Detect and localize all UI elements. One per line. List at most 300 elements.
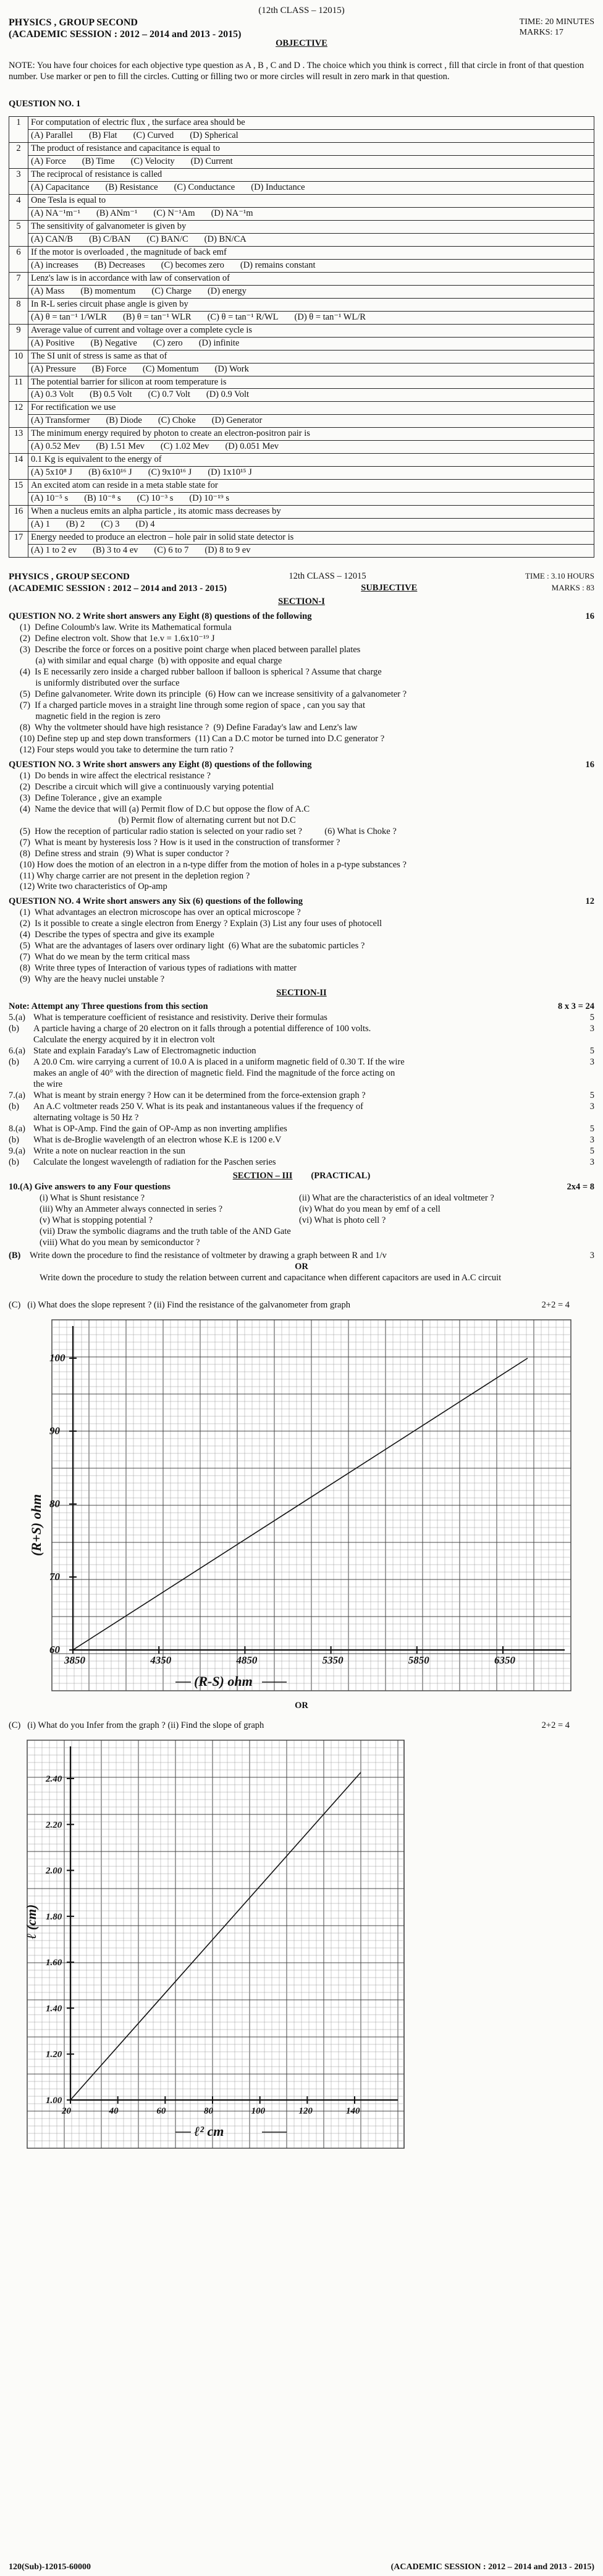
practical-question-item: (viii) What do you mean by semiconductor ? (40, 1237, 200, 1248)
short-question-item: (10) Define step up and step down transformers (11) Can a D.C motor be turned into D.C generator ? (20, 733, 385, 744)
option-choice: (A) increases (31, 260, 78, 270)
option-choice: (A) Force (31, 156, 66, 167)
question-number: 8 (9, 298, 28, 324)
option-choice: (C) BAN/C (146, 234, 188, 244)
long-question-text: makes an angle of 40° with the direction of magnetic field. Find the magnitude of the force acting on (33, 1068, 395, 1078)
question-1-heading: QUESTION NO. 1 (9, 99, 81, 109)
long-question-text: A 20.0 Cm. wire carrying a current of 10.0 A is placed in a uniform magnetic field of 0.30 T. If the wire (33, 1057, 405, 1067)
x-tick-label: 60 (156, 2106, 166, 2117)
question-number: 13 (9, 428, 28, 454)
option-choice: (C) Momentum (142, 363, 199, 374)
option-choice: (D) 4 (135, 519, 155, 530)
x-tick-label: 20 (62, 2106, 71, 2117)
short-question-item: (2) Is it possible to create a single electron from Energy ? Explain (3) List any four uses of photocell (20, 919, 382, 929)
short-question-item: (3) Describe the force or forces on a positive point charge when placed between parallel plates (20, 645, 361, 655)
long-question-marks (570, 1068, 594, 1079)
question-number: 12 (9, 402, 28, 428)
long-question-row (9, 1102, 594, 1113)
long-question-row (9, 1013, 594, 1024)
y-tick-label: 2.00 (46, 1866, 62, 1876)
long-question-text: What is de-Broglie wavelength of an electron whose K.E is 1200 e.V (33, 1134, 282, 1145)
q4-list (20, 908, 594, 985)
long-question-number: (b) (9, 1157, 19, 1167)
long-question-marks: 3 (589, 1157, 594, 1167)
objective-question-row (9, 376, 594, 389)
section-2-title: SECTION-II (276, 988, 327, 998)
option-choice: (D) Current (190, 156, 233, 167)
x-tick-label: 140 (346, 2106, 360, 2117)
question-options (28, 441, 594, 454)
long-question-number (9, 1035, 33, 1046)
objective-note: NOTE: You have four choices for each objective type question as A , B , C and D . The choice which you think is correct , fill that circle in front of that question number. Use marker or pen to fill the circles. Cutting or filling two or more circles will result in zero mark in that question. (9, 61, 584, 82)
short-question-item: (7) If a charged particle moves in a straight line through some region of space , can you say that (20, 700, 366, 710)
or-separator-2: OR (295, 1701, 308, 1711)
short-question-item: (5) What are the advantages of lasers over ordinary light (6) What are the subatomic particles ? (20, 941, 365, 951)
short-question-item: (1) Do bends in wire affect the electrical resistance ? (20, 770, 211, 781)
subjective-class-line: 12th CLASS – 12015 (289, 571, 366, 582)
option-choice: (B) Flat (89, 130, 117, 141)
graph-paper-grid (52, 1320, 571, 1691)
practical-question-item: (iv) What do you mean by emf of a cell (299, 1204, 441, 1214)
option-choice: (D) energy (207, 286, 247, 296)
short-question-item: (9) Why are the heavy nuclei unstable ? (20, 974, 165, 985)
long-question-number (9, 1079, 33, 1090)
objective-question-row (9, 246, 594, 259)
question-options (28, 233, 594, 246)
long-question-text: Write a note on nuclear reaction in the sun (33, 1146, 185, 1156)
question-number: 16 (9, 506, 28, 532)
question-text: The SI unit of stress is same as that of (28, 350, 594, 363)
long-question-text: Calculate the energy acquired by it in electron volt (33, 1035, 215, 1045)
option-choice: (C) zero (153, 338, 183, 348)
long-question-row (9, 1068, 594, 1079)
x-tick-label: 5350 (322, 1654, 344, 1667)
practical-question-item: (v) What is stopping potential ? (40, 1215, 153, 1225)
option-choice: (C) N⁻¹Am (153, 208, 195, 218)
graph-paper-grid (27, 1740, 404, 2148)
option-choice: (C) Choke (158, 415, 196, 426)
question-text: Lenz's law is in accordance with law of conservation of (28, 272, 594, 285)
option-choice: (A) Parallel (31, 130, 74, 141)
objective-question-row (9, 194, 594, 207)
long-question-marks: 5 (589, 1146, 594, 1156)
subjective-heading: SUBJECTIVE (361, 582, 418, 593)
x-tick-label: 6350 (494, 1654, 515, 1667)
option-choice: (A) 0.3 Volt (31, 389, 74, 400)
x-tick-label: 4350 (150, 1654, 172, 1667)
option-choice: (C) becomes zero (161, 260, 224, 270)
option-choice: (A) Capacitance (31, 182, 90, 192)
option-choice: (B) Force (91, 363, 127, 374)
x-tick-label: 4850 (236, 1654, 258, 1667)
subject-line: PHYSICS , GROUP SECOND (9, 17, 138, 28)
option-choice: (C) Conductance (174, 182, 235, 192)
q10b: (B) Write down the procedure to find the resistance of voltmeter by drawing a graph between R and 1/v 3 (9, 1251, 594, 1261)
question-number: 15 (9, 480, 28, 506)
y-tick-label: 80 (49, 1498, 60, 1510)
option-choice: (B) 3 to 4 ev (93, 545, 138, 556)
option-choice: (B) θ = tan⁻¹ WLR (122, 312, 192, 322)
question-text: An excited atom can reside in a meta stable state for (28, 480, 594, 493)
option-choice: (B) Negative (90, 338, 137, 348)
class-line: (12th CLASS – 12015) (258, 6, 345, 15)
question-text: The reciprocal of resistance is called (28, 169, 594, 182)
long-question-number: (b) (9, 1024, 19, 1034)
short-question-item: (1) Define Coloumb's law. Write its Mathematical formula (20, 623, 232, 633)
option-choice: (D) 0.9 Volt (206, 389, 250, 400)
question-text: In R-L series circuit phase angle is given by (28, 298, 594, 311)
objective-question-row (9, 506, 594, 519)
question-options (28, 467, 594, 480)
y-tick-label: 1.00 (46, 2096, 62, 2106)
q10-list (40, 1193, 594, 1249)
question-text: If the motor is overloaded , the magnitude of back emf (28, 246, 594, 259)
short-question-item: (10) How does the motion of an electron in a n-type differ from the motion of holes in a p-type substances ? (20, 859, 407, 870)
long-question-row (9, 1035, 594, 1046)
y-tick-label: 100 (49, 1352, 65, 1364)
option-choice: (D) NA⁻¹m (211, 208, 253, 218)
short-question-item: (2) Describe a circuit which will give a continuously varying potential (20, 781, 274, 792)
long-question-number: (b) (9, 1134, 19, 1145)
objective-question-row (9, 324, 594, 337)
option-choice: (C) 3 (101, 519, 120, 530)
question-number: 1 (9, 117, 28, 143)
short-question-item: (4) Is E necessarily zero inside a charged rubber balloon if balloon is spherical ? Assume that charge (20, 667, 382, 678)
practical-question-item: (i) What is Shunt resistance ? (40, 1192, 145, 1203)
option-choice: (A) θ = tan⁻¹ 1/WLR (31, 312, 107, 322)
option-choice: (A) CAN/B (31, 234, 74, 244)
question-options (28, 181, 594, 194)
long-question-number: 7.(a) (9, 1090, 25, 1100)
q10-heading: 10.(A) Give answers to any Four questions 2x4 = 8 (9, 1181, 594, 1192)
long-question-marks (570, 1079, 594, 1090)
short-question-item: is uniformly distributed over the surface (20, 678, 180, 689)
long-question-number: 9.(a) (9, 1146, 25, 1156)
short-question-item: (12) Four steps would you take to determine the turn ratio ? (20, 744, 234, 755)
practical-question-row (40, 1226, 594, 1238)
option-choice: (B) 0.5 Volt (90, 389, 132, 400)
practical-question-row (40, 1238, 594, 1249)
long-question-text: Calculate the longest wavelength of radiation for the Paschen series (33, 1157, 276, 1167)
long-question-row (9, 1146, 594, 1157)
option-choice: (C) Charge (151, 286, 192, 296)
short-question-item: (1) What advantages an electron microscope has over an optical microscope ? (20, 908, 301, 918)
short-question-item: (5) Define galvanometer. Write down its principle (6) How can we increase sensitivity of a galvanometer ? (20, 689, 407, 699)
question-text: For rectification we use (28, 402, 594, 415)
question-number: 6 (9, 246, 28, 272)
x-tick-label: 120 (298, 2106, 313, 2117)
option-choice: (B) Resistance (105, 182, 158, 192)
option-choice: (B) 6x10¹⁶ J (88, 467, 132, 478)
short-question-item: (7) What is meant by hysteresis loss ? How is it used in the construction of transformer ? (20, 837, 340, 848)
option-choice: (D) BN/CA (204, 234, 247, 244)
question-options (28, 259, 594, 272)
session-line: (ACADEMIC SESSION : 2012 – 2014 and 2013 - 2015) (9, 29, 242, 40)
marks-label: MARKS: 17 (519, 27, 563, 37)
footer-code: 120(Sub)-12015-60000 (9, 2562, 91, 2572)
long-question-number (9, 1113, 33, 1124)
question-options (28, 519, 594, 532)
option-choice: (C) 6 to 7 (154, 545, 189, 556)
x-tick-label: 3850 (64, 1654, 85, 1667)
short-question-item: (8) Define stress and strain (9) What is super conductor ? (20, 848, 229, 859)
objective-question-row (9, 169, 594, 182)
long-question-row (9, 1046, 594, 1057)
objective-question-row (9, 117, 594, 130)
practical-question-row (40, 1215, 594, 1226)
practical-question-item: (vi) What is photo cell ? (299, 1215, 386, 1225)
q2-heading: QUESTION NO. 2 Write short answers any Eight (8) questions of the following 16 (9, 611, 594, 622)
long-question-number: (b) (9, 1057, 19, 1067)
option-choice: (B) 2 (66, 519, 85, 530)
short-question-item: (2) Define electron volt. Show that 1e.v = 1.6x10⁻¹⁹ J (20, 634, 215, 644)
graph-1-question: (C) (i) What does the slope represent ? (ii) Find the resistance of the galvanometer from graph 2+2 = 4 (9, 1300, 570, 1311)
option-choice: (B) Time (82, 156, 115, 167)
q4-heading: QUESTION NO. 4 Write short answers any Six (6) questions of the following 12 (9, 896, 594, 907)
q2-list (20, 623, 594, 756)
long-question-marks: 3 (589, 1134, 594, 1145)
long-question-marks: 5 (589, 1013, 594, 1023)
practical-question-item: (vii) Draw the symbolic diagrams and the truth table of the AND Gate (40, 1226, 291, 1236)
footer-session: (ACADEMIC SESSION : 2012 – 2014 and 2013 - 2015) (390, 2562, 594, 2572)
question-number: 4 (9, 194, 28, 220)
long-question-row (9, 1135, 594, 1146)
objective-questions-table (9, 116, 594, 558)
q10b-alternative: Write down the procedure to study the relation between current and capacitance when different capacitors are used in A.C circuit (40, 1273, 502, 1283)
question-options (28, 156, 594, 169)
question-number: 3 (9, 169, 28, 195)
question-options (28, 415, 594, 428)
long-question-marks: 5 (589, 1090, 594, 1100)
option-choice: (D) Generator (211, 415, 263, 426)
option-choice: (A) 1 to 2 ev (31, 545, 77, 556)
option-choice: (C) Curved (133, 130, 174, 141)
long-question-marks: 3 (589, 1024, 594, 1034)
subjective-session-line: (ACADEMIC SESSION : 2012 – 2014 and 2013 - 2015) (9, 583, 227, 593)
long-question-number: 8.(a) (9, 1123, 25, 1134)
option-choice: (B) 10⁻⁸ s (84, 493, 121, 504)
question-number: 10 (9, 350, 28, 376)
y-tick-label: 1.80 (46, 1912, 62, 1923)
option-choice: (A) 1 (31, 519, 51, 530)
objective-question-row (9, 480, 594, 493)
short-question-item: (8) Why the voltmeter should have high resistance ? (9) Define Faraday's law and Lenz's law (20, 722, 358, 733)
option-choice: (A) NA⁻¹m⁻¹ (31, 208, 80, 218)
question-number: 9 (9, 324, 28, 350)
option-choice: (C) θ = tan⁻¹ R/WL (207, 312, 279, 322)
long-question-marks: 5 (589, 1123, 594, 1134)
question-text: The potential barrier for silicon at room temperature is (28, 376, 594, 389)
question-text: When a nucleus emits an alpha particle , its atomic mass decreases by (28, 506, 594, 519)
x-tick-label: 40 (109, 2106, 119, 2117)
question-number: 2 (9, 143, 28, 169)
long-question-text: What is OP-Amp. Find the gain of OP-Amp as non inverting amplifies (33, 1123, 287, 1134)
long-question-row (9, 1057, 594, 1068)
practical-question-item: (ii) What are the characteristics of an ideal voltmeter ? (299, 1192, 494, 1203)
question-options (28, 130, 594, 143)
section-3-title: SECTION – III (PRACTICAL) (232, 1170, 371, 1181)
y-tick-label: 1.40 (46, 2004, 62, 2014)
short-question-item: (a) with similar and equal charge (b) with opposite and equal charge (20, 656, 282, 666)
objective-question-row (9, 143, 594, 156)
long-question-text: What is meant by strain energy ? How can it be determined from the force-extension graph ? (33, 1090, 366, 1100)
option-choice: (C) 9x10¹⁶ J (148, 467, 192, 478)
long-question-text: An A.C voltmeter reads 250 V. What is its peak and instantaneous values if the frequency of (33, 1101, 363, 1112)
long-question-row (9, 1113, 594, 1124)
subjective-marks: MARKS : 83 (551, 582, 594, 592)
long-question-text: What is temperature coefficient of resistance and resistivity. Derive their formulas (33, 1013, 327, 1023)
y-axis-label: (R+S) ohm (28, 1494, 44, 1557)
question-number: 11 (9, 376, 28, 402)
option-choice: (A) Pressure (31, 363, 76, 374)
x-axis-label: ℓ² cm (194, 2123, 224, 2140)
section-2-note: Note: Attempt any Three questions from this section 8 x 3 = 24 (9, 1001, 594, 1012)
y-tick-label: 1.20 (46, 2049, 62, 2060)
objective-header (9, 17, 594, 41)
option-choice: (B) 1.51 Mev (96, 441, 145, 452)
question-options (28, 493, 594, 506)
option-choice: (C) 1.02 Mev (160, 441, 209, 452)
short-question-item: (5) How the reception of particular radio station is selected on your radio set ? (6) What is Choke ? (20, 826, 397, 836)
short-question-item: (8) Write three types of Interaction of various types of radiations with matter (20, 963, 297, 974)
option-choice: (C) 10⁻³ s (137, 493, 174, 504)
question-options (28, 389, 594, 402)
x-tick-label: 100 (251, 2106, 266, 2117)
option-choice: (D) 8 to 9 ev (205, 545, 251, 556)
short-question-item: (3) Define Tolerance , give an example (20, 793, 162, 803)
objective-question-row (9, 428, 594, 441)
question-number: 7 (9, 272, 28, 298)
objective-question-row (9, 402, 594, 415)
or-separator-1: OR (295, 1262, 308, 1272)
long-question-row (9, 1157, 594, 1168)
option-choice: (C) 0.7 Volt (148, 389, 190, 400)
long-question-row (9, 1124, 594, 1135)
option-choice: (A) 5x10⁸ J (31, 467, 73, 478)
option-choice: (D) 10⁻¹⁹ s (189, 493, 229, 504)
objective-question-row (9, 220, 594, 233)
option-choice: (D) infinite (198, 338, 240, 348)
practical-question-item (299, 1238, 559, 1249)
long-question-row (9, 1090, 594, 1102)
long-question-text: A particle having a charge of 20 electron on it falls through a potential difference of 100 volts. (33, 1024, 371, 1034)
option-choice: (D) 0.051 Mev (225, 441, 279, 452)
section-1-title: SECTION-I (278, 597, 325, 607)
option-choice: (A) 10⁻⁵ s (31, 493, 69, 504)
y-tick-label: 60 (49, 1644, 60, 1656)
question-text: Average value of current and voltage over a complete cycle is (28, 324, 594, 337)
y-axis-label: ℓ (cm) (23, 1904, 39, 1940)
long-question-number: 6.(a) (9, 1046, 25, 1056)
long-question-number (9, 1068, 33, 1079)
option-choice: (D) remains constant (240, 260, 316, 270)
option-choice: (B) Decreases (94, 260, 145, 270)
long-question-text: alternating voltage is 50 Hz ? (33, 1112, 139, 1123)
long-question-marks (570, 1035, 594, 1046)
option-choice: (D) Inductance (251, 182, 305, 192)
practical-question-row (40, 1204, 594, 1215)
short-question-item: (7) What do we mean by the term critical mass (20, 952, 190, 963)
option-choice: (D) Spherical (190, 130, 238, 141)
long-question-row (9, 1024, 594, 1035)
y-tick-label: 2.40 (46, 1774, 62, 1785)
footer (9, 2562, 594, 2572)
practical-question-item (299, 1226, 559, 1238)
question-options (28, 363, 594, 376)
x-axis-label: (R-S) ohm (194, 1673, 253, 1690)
short-question-item: (4) Describe the types of spectra and give its example (20, 930, 214, 940)
question-options (28, 285, 594, 298)
question-text: The minimum energy required by photon to create an electron-positron pair is (28, 428, 594, 441)
y-tick-label: 70 (49, 1571, 60, 1583)
question-number: 17 (9, 532, 28, 558)
question-text: For computation of electric flux , the surface area should be (28, 117, 594, 130)
option-choice: (B) ANm⁻¹ (96, 208, 138, 218)
x-tick-label: 5850 (408, 1654, 429, 1667)
option-choice: (B) momentum (80, 286, 136, 296)
option-choice: (D) 1x10¹⁵ J (208, 467, 252, 478)
option-choice: (A) Mass (31, 286, 65, 296)
option-choice: (B) Diode (106, 415, 142, 426)
question-text: The sensitivity of galvanometer is given by (28, 220, 594, 233)
q3-list (20, 771, 594, 893)
long-question-marks: 3 (589, 1057, 594, 1067)
option-choice: (A) 0.52 Mev (31, 441, 80, 452)
option-choice: (C) Velocity (130, 156, 175, 167)
question-options (28, 337, 594, 350)
short-question-item: (4) Name the device that will (a) Permit flow of D.C but oppose the flow of A.C (20, 804, 310, 814)
long-question-marks: 5 (589, 1046, 594, 1056)
subjective-header (9, 571, 594, 594)
long-question-text: the wire (33, 1079, 63, 1089)
question-text: Energy needed to produce an electron – hole pair in solid state detector is (28, 532, 594, 545)
graph-2-question: (C) (i) What do you Infer from the graph ? (ii) Find the slope of graph 2+2 = 4 (9, 1720, 570, 1731)
long-question-number: 5.(a) (9, 1013, 25, 1023)
short-question-item: (12) Write two characteristics of Op-amp (20, 882, 167, 892)
long-questions (9, 1013, 594, 1168)
subjective-time: TIME : 3.10 HOURS (525, 571, 594, 581)
short-question-item: magnetic field in the region is zero (20, 711, 161, 721)
option-choice: (A) Transformer (31, 415, 90, 426)
objective-question-row (9, 454, 594, 467)
question-text: One Tesla is equal to (28, 194, 594, 207)
option-choice: (A) Positive (31, 338, 75, 348)
objective-question-row (9, 532, 594, 545)
question-options (28, 207, 594, 220)
objective-question-row (9, 350, 594, 363)
objective-question-row (9, 298, 594, 311)
y-tick-label: 1.60 (46, 1958, 62, 1968)
short-question-item: (b) Permit flow of alternating current but not D.C (20, 815, 296, 825)
short-question-item: (11) Why charge carrier are not present in the depletion region ? (20, 870, 250, 881)
long-question-marks: 3 (589, 1101, 594, 1112)
x-tick-label: 80 (204, 2106, 213, 2117)
option-choice: (D) θ = tan⁻¹ WL/R (294, 312, 366, 322)
option-choice: (D) Work (214, 363, 249, 374)
option-choice: (B) C/BAN (89, 234, 131, 244)
question-number: 14 (9, 454, 28, 480)
q3-heading: QUESTION NO. 3 Write short answers any Eight (8) questions of the following 16 (9, 759, 594, 770)
practical-question-row (40, 1193, 594, 1204)
subjective-subject-line: PHYSICS , GROUP SECOND (9, 572, 130, 582)
long-question-marks (570, 1113, 594, 1124)
question-number: 5 (9, 220, 28, 246)
long-question-row (9, 1079, 594, 1090)
long-question-number: (b) (9, 1101, 19, 1112)
graph-1 (9, 1315, 583, 1698)
objective-question-row (9, 272, 594, 285)
question-text: The product of resistance and capacitance is equal to (28, 143, 594, 156)
